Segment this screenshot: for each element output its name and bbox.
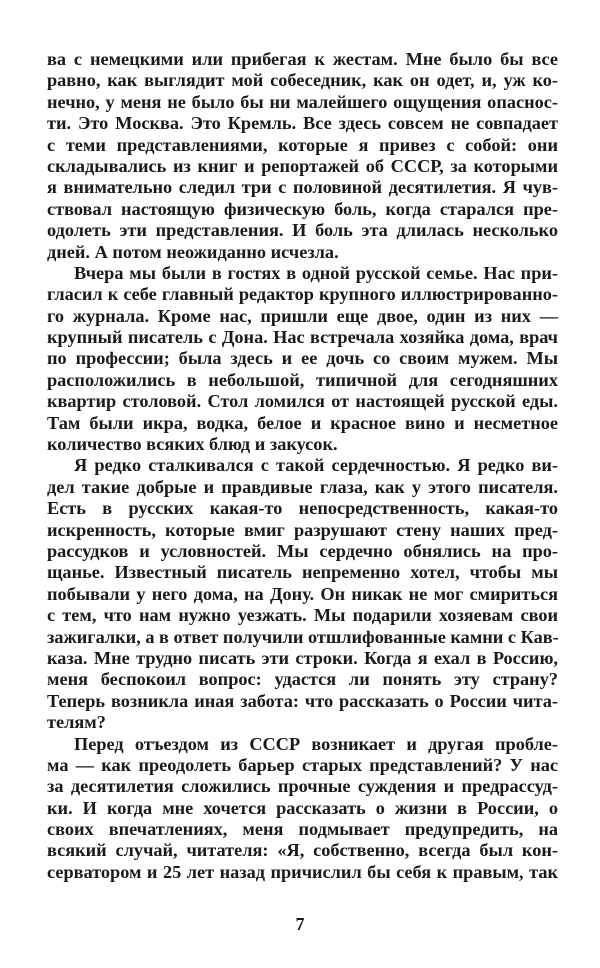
text-line: одолеть эти представления. И боль эта длилась несколько [47, 220, 558, 241]
text-line: серватором и 25 лет назад причислил бы себя к правым, так [47, 861, 558, 882]
text-line: нечно, у меня не было бы ни малейшего ощущения опаснос- [47, 91, 558, 112]
text-line: телям? [47, 712, 106, 733]
text-line: зажигалки, а в ответ получили отшлифованные камни с Кав- [47, 626, 559, 647]
paragraph [47, 49, 558, 263]
text-line: Перед отъездом из СССР возникает и другая пробле- [74, 733, 558, 754]
text-line: ки. И когда мне хочется рассказать о жизни в России, о [47, 797, 558, 818]
text-line: искренность, которые вмиг разрушают стену наших пред- [47, 519, 558, 540]
text-line: Теперь возникла иная забота: что рассказать о России чита- [47, 690, 558, 711]
text-line: Есть в русских какая-то непосредственность, какая-то [47, 498, 558, 519]
paragraph [47, 263, 558, 456]
text-line: щанье. Известный писатель непременно хотел, чтобы мы [47, 562, 558, 583]
text-line: ма — как преодолеть барьер старых представлений? У нас [47, 754, 558, 775]
text-line: ва с немецкими или прибегая к жестам. Мне было бы все [47, 49, 558, 69]
text-line: расположились в небольшой, типичной для сегодняшних [47, 369, 558, 390]
paragraph [47, 455, 558, 733]
text-line: равно, как выглядит мой собеседник, как он одет, и, уж ко- [47, 70, 558, 91]
page-number: 7 [295, 914, 305, 934]
text-line: за десятилетия сложились прочные суждения и предрассуд- [47, 776, 558, 797]
text-line: ствовал настоящую физическую боль, когда старался пре- [47, 198, 558, 219]
text-line: квартир столовой. Стол ломился от настоящей русской еды. [47, 391, 558, 412]
text-line: дней. А потом неожиданно исчезла. [47, 241, 339, 262]
text-line: рассудков и условностей. Мы сердечно обнялись на про- [47, 540, 558, 561]
text-line: по профессии; была здесь и ее дочь со своим мужем. Мы [47, 348, 558, 369]
text-line: гласил к себе главный редактор крупного иллюстрированно- [47, 284, 558, 305]
text-line: количество всяких блюд и закусок. [47, 434, 338, 455]
text-line: крупный писатель с Дона. Нас встречала хозяйка дома, врач [47, 327, 558, 348]
text-line: своих впечатлениях, меня подмывает предупредить, на [47, 819, 558, 840]
text-line: меня беспокоил вопрос: удастся ли понять эту страну? [47, 669, 558, 690]
page-body-text [47, 49, 558, 883]
text-line: ти. Это Москва. Это Кремль. Все здесь совсем не совпадает [47, 113, 558, 134]
text-line: Я редко сталкивался с такой сердечностью. Я редко ви- [74, 455, 558, 476]
text-line: го журнала. Кроме нас, пришли еще двое, один из них — [47, 305, 558, 326]
text-line: складывались из книг и репортажей об СССР, за которыми [47, 155, 558, 176]
text-line: каза. Мне трудно писать эти строки. Когда я ехал в Россию, [47, 647, 558, 668]
text-line: я внимательно следил три с половиной десятилетия. Я чув- [47, 177, 558, 198]
text-line: Там были икра, водка, белое и красное вино и несметное [47, 412, 558, 433]
text-line: всякий случай, читателя: «Я, собственно, всегда был кон- [47, 840, 558, 861]
paragraph [47, 734, 558, 884]
text-line: Вчера мы были в гостях в одной русской семье. Нас при- [74, 262, 558, 283]
text-line: дел такие добрые и правдивые глаза, как у этого писателя. [47, 476, 558, 497]
text-line: с тем, что нам нужно уезжать. Мы подарили хозяевам свои [47, 605, 558, 626]
text-line: с теми представлениями, которые я привез с собой: они [47, 134, 558, 155]
text-line: побывали у него дома, на Дону. Он никак не мог смириться [47, 583, 558, 604]
